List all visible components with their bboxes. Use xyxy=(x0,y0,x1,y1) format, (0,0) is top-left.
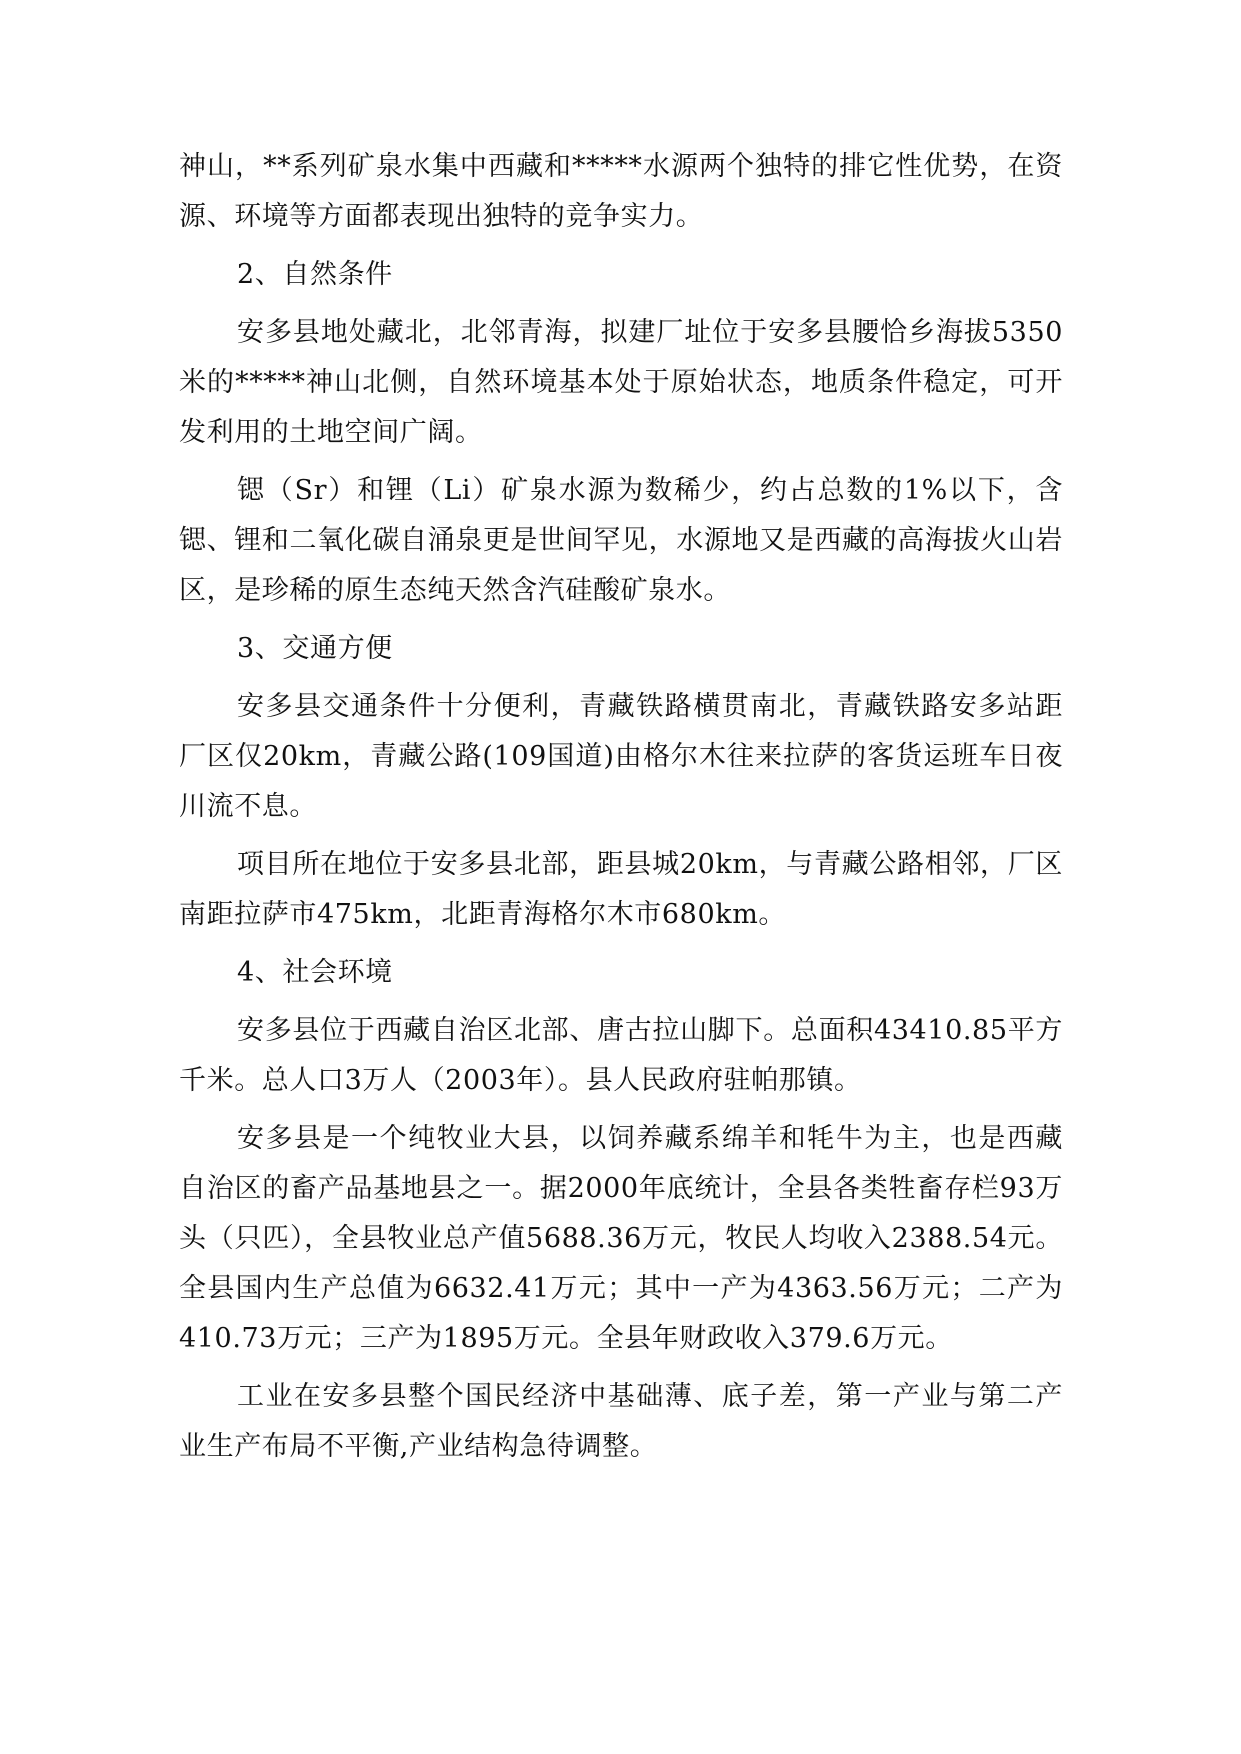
paragraph-economy-statistics: 安多县是一个纯牧业大县，以饲养藏系绵羊和牦牛为主，也是西藏自治区的畜产品基地县之一。据2000年底统计，全县各类牲畜存栏93万头（只匹），全县牧业总产值5688.36万元，牧民人均收入2388.54元。全县国内生产总值为6632.41万元；其中一产为4363.56万元；二产为410.73万元；三产为1895万元。全县年财政收入379.6万元。 xyxy=(179,1123,1063,1354)
paragraph-location: 安多县地处藏北，北邻青海，拟建厂址位于安多县腰恰乡海拔5350米的*****神山北侧，自然环境基本处于原始状态，地质条件稳定，可开发利用的土地空间广阔。 xyxy=(179,317,1063,448)
section-heading-transportation: 3、交通方便 xyxy=(237,633,393,664)
paragraph-transport-conditions: 安多县交通条件十分便利，青藏铁路横贯南北，青藏铁路安多站距厂区仅20km，青藏公路(109国道)由格尔木往来拉萨的客货运班车日夜川流不息。 xyxy=(179,691,1063,822)
paragraph-project-site: 项目所在地位于安多县北部，距县城20km，与青藏公路相邻，厂区南距拉萨市475km，北距青海格尔木市680km。 xyxy=(179,849,1063,930)
section-heading-social-environment: 4、社会环境 xyxy=(237,957,393,988)
paragraph-resource-advantage: 神山，**系列矿泉水集中西藏和*****水源两个独特的排它性优势，在资源、环境等方面都表现出独特的竞争实力。 xyxy=(179,151,1063,232)
document-body xyxy=(179,142,1063,1480)
section-heading-natural-conditions: 2、自然条件 xyxy=(237,259,393,290)
paragraph-water-source: 锶（Sr）和锂（Li）矿泉水源为数稀少，约占总数的1%以下，含锶、锂和二氧化碳自涌泉更是世间罕见，水源地又是西藏的高海拔火山岩区，是珍稀的原生态纯天然含汽硅酸矿泉水。 xyxy=(179,475,1063,606)
paragraph-industry-structure: 工业在安多县整个国民经济中基础薄、底子差，第一产业与第二产业生产布局不平衡,产业结构急待调整。 xyxy=(179,1381,1063,1462)
paragraph-county-overview: 安多县位于西藏自治区北部、唐古拉山脚下。总面积43410.85平方千米。总人口3万人（2003年）。县人民政府驻帕那镇。 xyxy=(179,1015,1063,1096)
